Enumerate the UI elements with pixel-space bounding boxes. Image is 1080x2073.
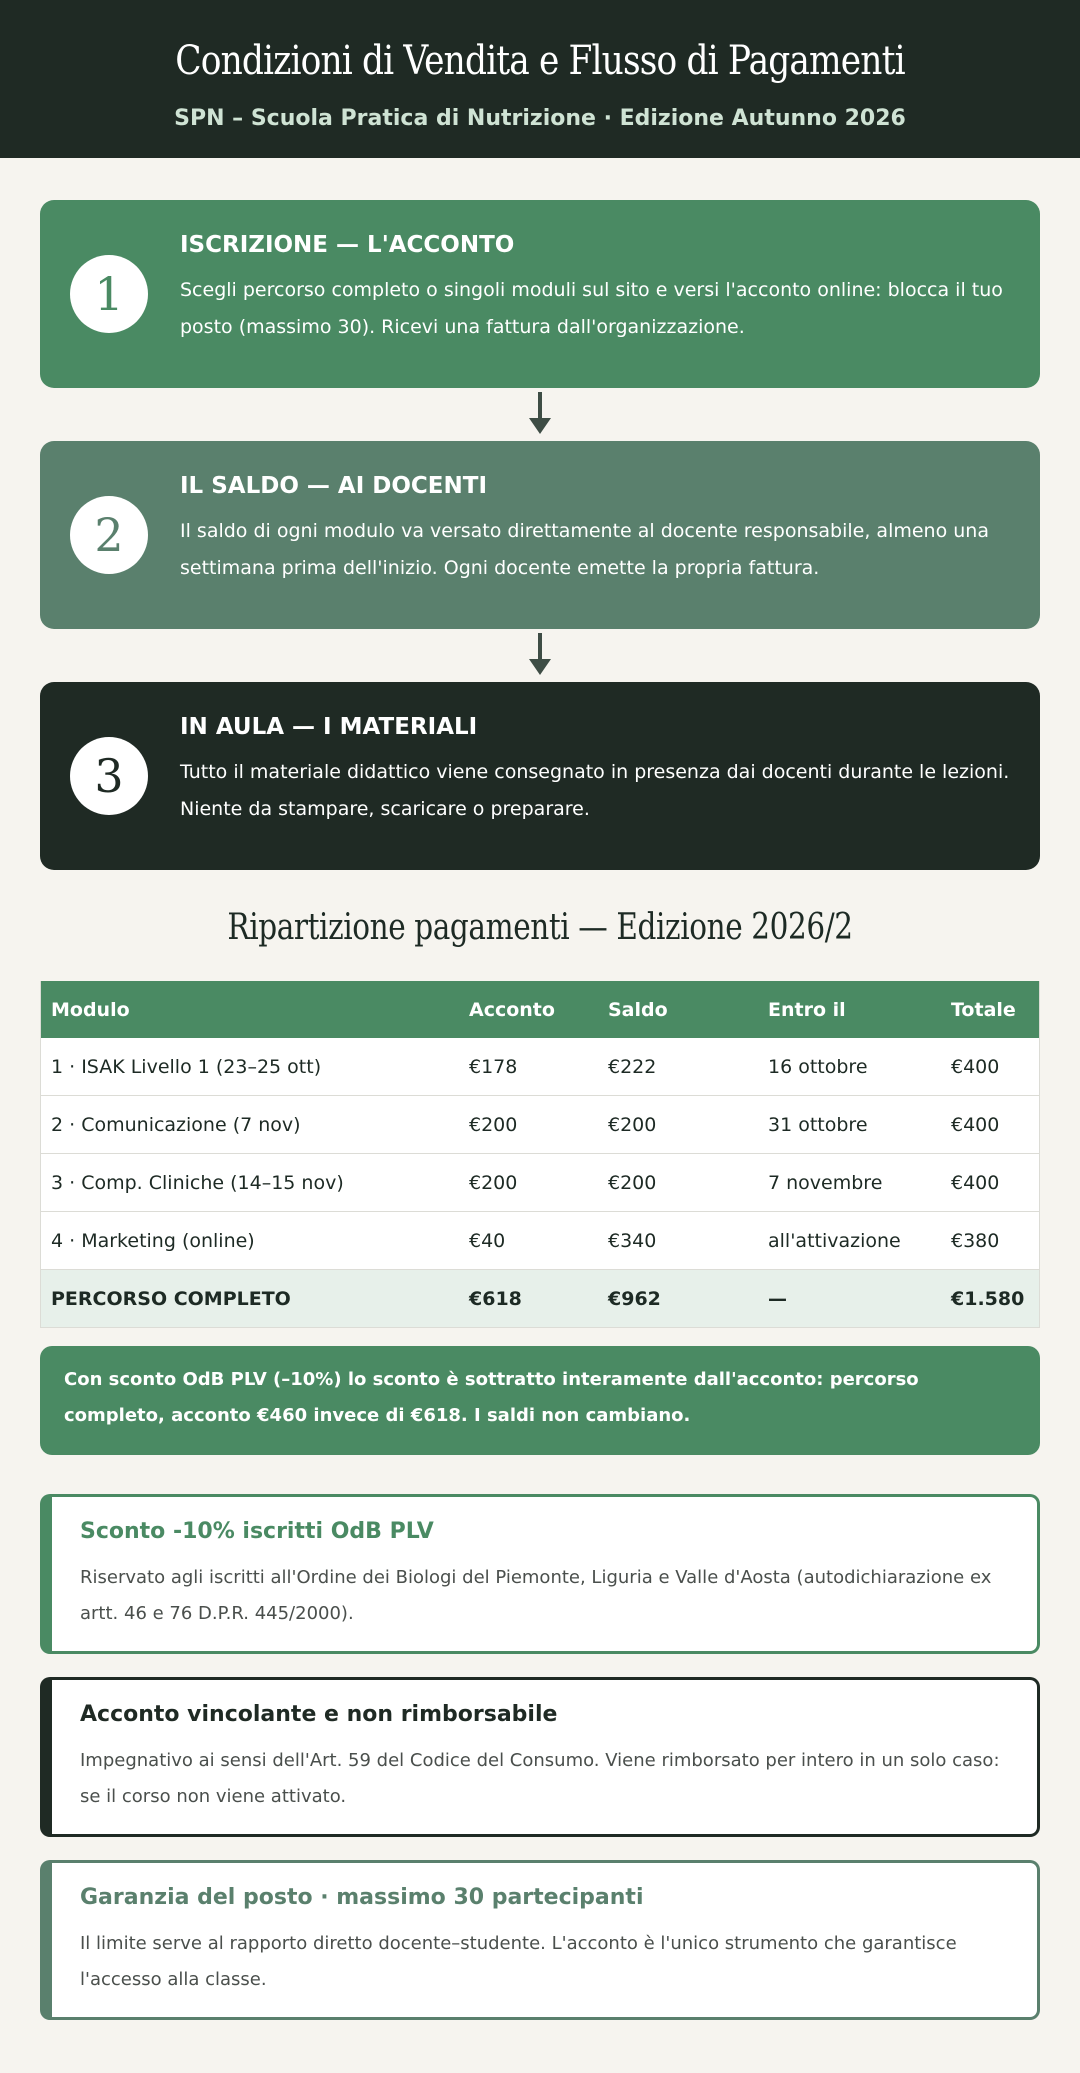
table-cell: 3 · Comp. Cliniche (14–15 nov): [41, 1154, 460, 1212]
table-cell: €400: [941, 1038, 1040, 1096]
step-number-1: 1: [70, 255, 148, 333]
table-row: [41, 1038, 1040, 1096]
table-cell: €200: [459, 1154, 598, 1212]
column-header: Saldo: [598, 981, 758, 1038]
payments-section-title: Ripartizione pagamenti — Edizione 2026/2: [227, 907, 853, 948]
table-cell: €618: [459, 1270, 598, 1328]
info-card-text: Il limite serve al rapporto diretto docente–studente. L'acconto è l'unico strumento che garantisce l'accesso alla classe.: [80, 1933, 957, 1990]
discount-note: [40, 1346, 1040, 1455]
step-number-2: 2: [70, 496, 148, 574]
step-card-3: [40, 682, 1040, 870]
info-card-title: Sconto -10% iscritti OdB PLV: [80, 1519, 434, 1544]
step-title-3: IN AULA — I MATERIALI: [180, 714, 478, 740]
table-cell: 2 · Comunicazione (7 nov): [41, 1096, 460, 1154]
table-cell: all'attivazione: [758, 1212, 941, 1270]
table-cell: —: [758, 1270, 941, 1328]
table-header-row: [41, 981, 1040, 1038]
table-cell: 16 ottobre: [758, 1038, 941, 1096]
step-text-3: Tutto il materiale didattico viene consegnato in presenza dai docenti durante le lezioni. Niente da stampare, scaricare o preparare.: [180, 761, 1010, 820]
table-cell: 7 novembre: [758, 1154, 941, 1212]
table-cell: PERCORSO COMPLETO: [41, 1270, 460, 1328]
page-subtitle: SPN – Scuola Pratica di Nutrizione · Edizione Autunno 2026: [174, 106, 906, 131]
column-header: Modulo: [41, 981, 460, 1038]
table-cell: €178: [459, 1038, 598, 1096]
table-cell: 31 ottobre: [758, 1096, 941, 1154]
step-card-2: [40, 441, 1040, 629]
column-header: Entro il: [758, 981, 941, 1038]
table-cell: 4 · Marketing (online): [41, 1212, 460, 1270]
info-card-text: Impegnativo ai sensi dell'Art. 59 del Codice del Consumo. Viene rimborsato per intero in un solo caso: se il corso non viene attivato.: [80, 1750, 1000, 1807]
down-arrow-icon: [529, 392, 551, 436]
table-cell: 1 · ISAK Livello 1 (23–25 ott): [41, 1038, 460, 1096]
table-cell: €40: [459, 1212, 598, 1270]
info-card-discount: [40, 1494, 1040, 1654]
column-header: Totale: [941, 981, 1040, 1038]
info-card-text: Riservato agli iscritti all'Ordine dei Biologi del Piemonte, Liguria e Valle d'Aosta (autodichiarazione ex artt. 46 e 76 D.P.R. 445/2000).: [80, 1567, 992, 1624]
table-row: [41, 1096, 1040, 1154]
step-card-1: [40, 200, 1040, 388]
table-cell: €200: [459, 1096, 598, 1154]
table-cell: €200: [598, 1154, 758, 1212]
info-card-deposit: [40, 1677, 1040, 1837]
table-total-row: [41, 1270, 1040, 1328]
table-row: [41, 1154, 1040, 1212]
column-header: Acconto: [459, 981, 598, 1038]
info-card-title: Acconto vincolante e non rimborsabile: [80, 1702, 558, 1727]
table-cell: €380: [941, 1212, 1040, 1270]
table-row: [41, 1212, 1040, 1270]
info-card-guarantee: [40, 1860, 1040, 2020]
table-cell: €340: [598, 1212, 758, 1270]
step-text-1: Scegli percorso completo o singoli moduli sul sito e versi l'acconto online: blocca il tuo posto (massimo 30). Ricevi una fattura dall'organizzazione.: [180, 279, 1003, 338]
step-number-3: 3: [70, 737, 148, 815]
down-arrow-icon: [529, 633, 551, 677]
table-cell: €962: [598, 1270, 758, 1328]
page-header: [0, 0, 1080, 158]
step-text-2: Il saldo di ogni modulo va versato direttamente al docente responsabile, almeno una settimana prima dell'inizio. Ogni docente emette la propria fattura.: [180, 520, 989, 579]
page-title: Condizioni di Vendita e Flusso di Pagamenti: [175, 38, 905, 84]
discount-note-text: Con sconto OdB PLV (–10%) lo sconto è sottratto interamente dall'acconto: percorso completo, acconto €460 invece di €618. I saldi non cambiano.: [64, 1369, 919, 1426]
table-cell: €400: [941, 1096, 1040, 1154]
table-cell: €200: [598, 1096, 758, 1154]
table-cell: €1.580: [941, 1270, 1040, 1328]
table-cell: €400: [941, 1154, 1040, 1212]
step-title-1: ISCRIZIONE — L'ACCONTO: [180, 232, 515, 258]
table-cell: €222: [598, 1038, 758, 1096]
step-title-2: IL SALDO — AI DOCENTI: [180, 473, 487, 499]
info-card-title: Garanzia del posto · massimo 30 partecipanti: [80, 1885, 644, 1910]
payments-table: [40, 981, 1040, 1328]
